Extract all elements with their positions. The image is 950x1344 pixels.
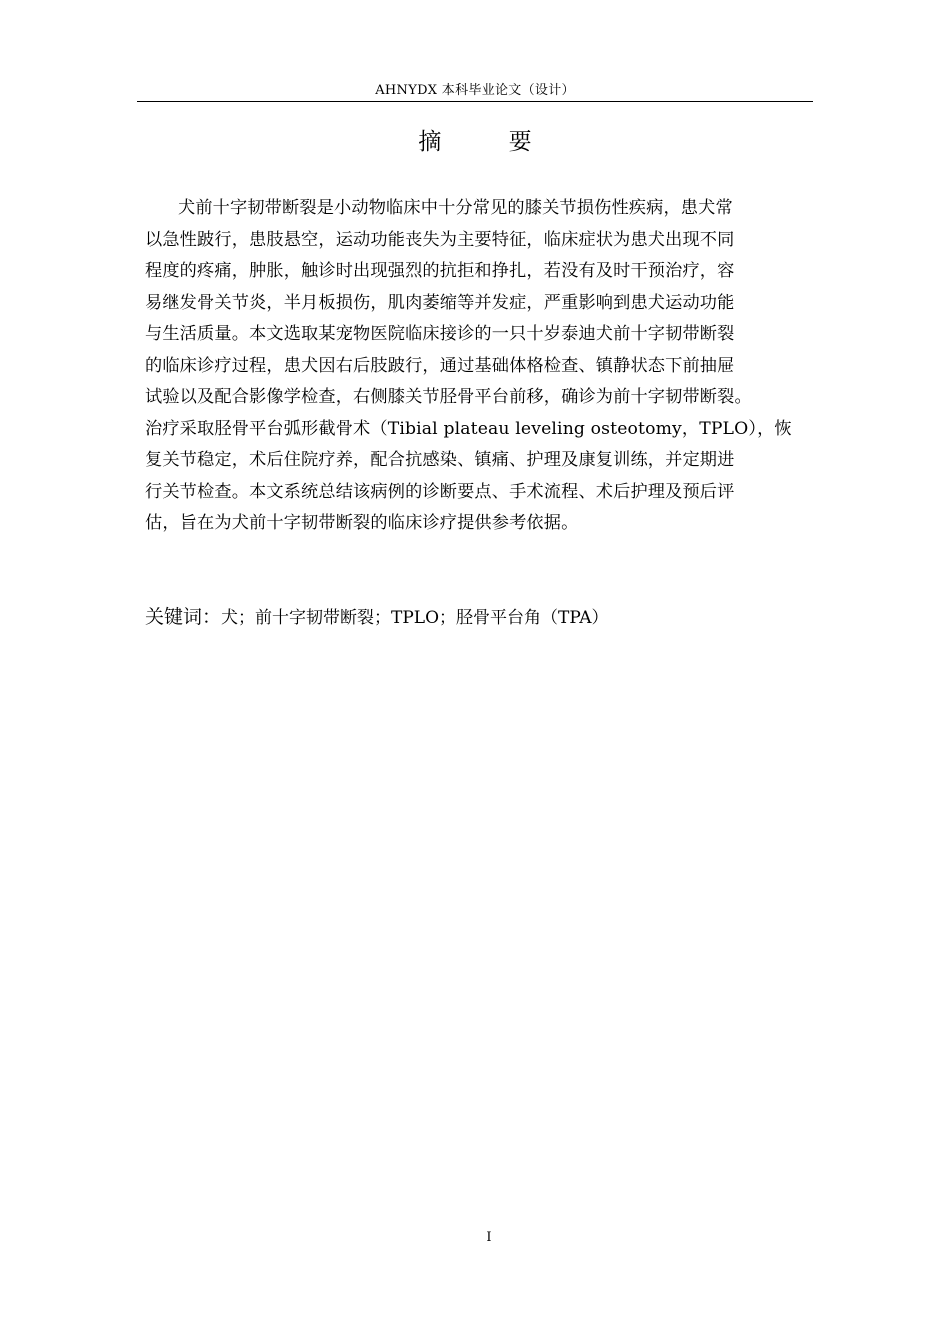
page-title: 摘 要 [418, 129, 562, 155]
abstract-line: 与生活质量。本文选取某宠物医院临床接诊的一只十岁泰迪犬前十字韧带断裂 [145, 324, 735, 344]
keywords [145, 601, 609, 634]
running-header: AHNYDX 本科毕业论文（设计） [375, 83, 575, 98]
keywords-label: 关键词： [145, 606, 222, 628]
abstract-line: 复关节稳定，术后住院疗养，配合抗感染、镇痛、护理及康复训练，并定期进 [145, 450, 735, 470]
abstract-body [145, 193, 813, 540]
page-number: I [486, 1230, 492, 1245]
abstract-line: 犬前十字韧带断裂是小动物临床中十分常见的膝关节损伤性疾病，患犬常 [178, 198, 733, 218]
abstract-line: 治疗采取胫骨平台弧形截骨术（Tibial plateau leveling osteotomy，TPLO），恢 [145, 418, 792, 439]
abstract-line: 估，旨在为犬前十字韧带断裂的临床诊疗提供参考依据。 [145, 513, 579, 533]
keywords-value: 犬；前十字韧带断裂；TPLO；胫骨平台角（TPA） [221, 608, 609, 628]
abstract-line: 程度的疼痛，肿胀，触诊时出现强烈的抗拒和挣扎，若没有及时干预治疗，容 [145, 261, 735, 281]
abstract-line: 试验以及配合影像学检查，右侧膝关节胫骨平台前移，确诊为前十字韧带断裂。 [145, 387, 752, 407]
abstract-line: 以急性跛行，患肢悬空，运动功能丧失为主要特征，临床症状为患犬出现不同 [145, 229, 735, 250]
abstract-line: 行关节检查。本文系统总结该病例的诊断要点、手术流程、术后护理及预后评 [145, 481, 735, 502]
header-rule [137, 101, 813, 102]
abstract-line: 易继发骨关节炎，半月板损伤，肌肉萎缩等并发症，严重影响到患犬运动功能 [145, 292, 735, 313]
abstract-line: 的临床诊疗过程，患犬因右后肢跛行，通过基础体格检查、镇静状态下前抽屉 [145, 355, 735, 376]
